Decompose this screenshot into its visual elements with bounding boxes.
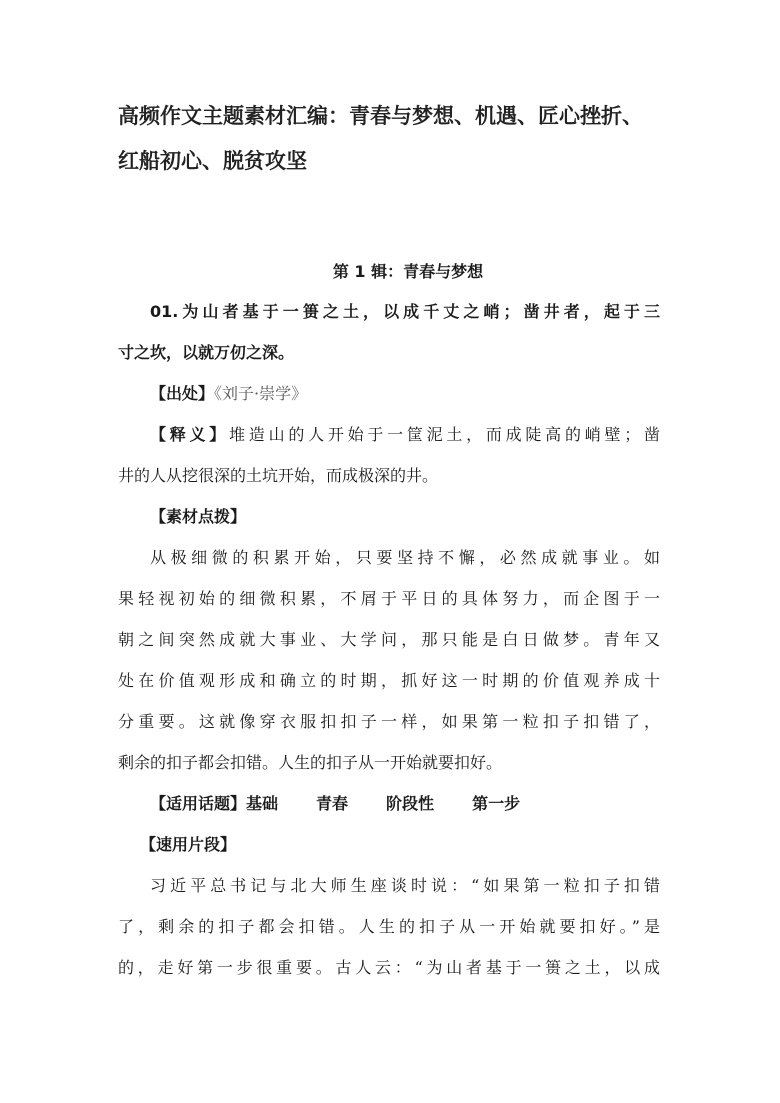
topic-line [150,792,692,816]
quote-line-2: 寸之坎，以就万仞之深。 [118,343,295,362]
explain-label: 【释义】 [150,425,230,444]
quote-line-1: 01.为山者基于一篑之土，以成千丈之峭；凿井者，起于三 [150,302,660,321]
material-line-6: 剩余的扣子都会扣错。人生的扣子从一开始就要扣好。 [118,753,503,772]
topic-label: 【适用话题】 [150,794,247,813]
usage-line-1: 习近平总书记与北大师生座谈时说：“如果第一粒扣子扣错 [150,876,660,895]
document-title-line-2: 红船初心、脱贫攻坚 [118,149,307,173]
explain-text-1: 堆造山的人开始于一筐泥土，而成陡高的峭壁；凿 [229,425,660,444]
usage-label: 【速用片段】 [140,835,237,854]
topic-tag: 阶段性 [386,794,435,813]
material-line-1: 从极细微的积累开始，只要坚持不懈，必然成就事业。如 [150,548,660,567]
explain-line-2: 井的人从挖很深的土坑开始，而成极深的井。 [118,466,439,485]
material-line-3: 朝之间突然成就大事业、大学问，那只能是白日做梦。青年又 [118,630,660,649]
material-label: 【素材点拨】 [150,507,247,526]
explain-line-1 [150,423,660,447]
document-title [118,94,678,184]
source-line [150,382,692,406]
material-line-4: 处在价值观形成和确立的时期，抓好这一时期的价值观养成十 [118,671,660,690]
usage-line-3: 的，走好第一步很重要。古人云：“为山者基于一篑之土，以成 [118,958,660,977]
document-title-line-1: 高频作文主题素材汇编：青春与梦想、机遇、匠心挫折、 [118,104,643,128]
material-line-2: 果轻视初始的细微积累，不屑于平日的具体努力，而企图于一 [118,589,660,608]
material-line-5: 分重要。这就像穿衣服扣扣子一样，如果第一粒扣子扣错了， [118,712,660,731]
source-text: 《刘子·崇学》 [214,384,308,403]
topic-tag: 第一步 [472,794,521,813]
section-heading: 第 1 辑：青春与梦想 [332,262,484,281]
usage-line-2: 了，剩余的扣子都会扣错。人生的扣子从一开始就要扣好。”是 [118,917,660,936]
source-label: 【出处】 [150,384,215,403]
topic-tag: 基础 [246,794,279,813]
topic-tag: 青春 [316,794,349,813]
